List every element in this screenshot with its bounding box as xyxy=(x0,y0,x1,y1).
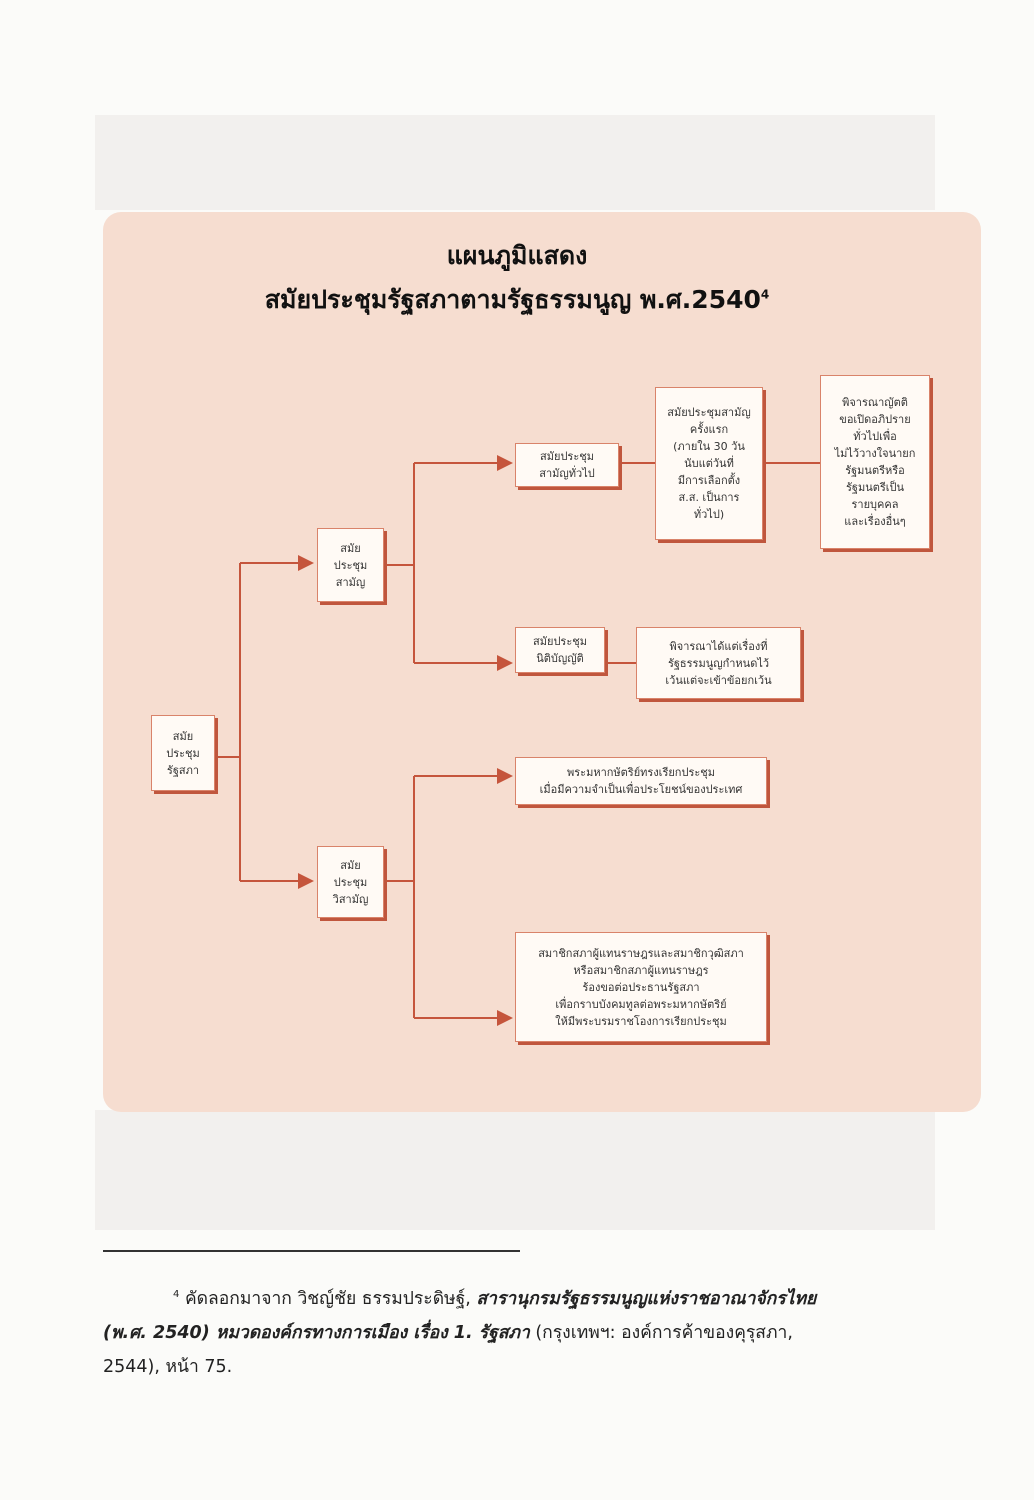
chart-subtitle-text: สมัยประชุมรัฐสภาตามรัฐธรรมนูญ พ.ศ.2540 xyxy=(264,285,761,314)
footnote xyxy=(103,1278,983,1384)
box-first-general-session: สมัยประชุมสามัญ ครั้งแรก (ภายใน 30 วัน นับแต่วันที่ มีการเลือกตั้ง ส.ส. เป็นการ ทั่วไป) xyxy=(655,387,763,540)
box-consider-laws: พิจารณาญัตติ ขอเปิดอภิปราย ทั่วไปเพื่อ ไม่ไว้วางใจนายก รัฐมนตรีหรือ รัฐมนตรีเป็น รายบุคคล และเรื่องอื่นๆ xyxy=(820,375,930,549)
box-legislative-session: สมัยประชุม นิติบัญญัติ xyxy=(515,627,605,673)
box-constitution-matters: พิจารณาได้แต่เรื่องที่ รัฐธรรมนูญกำหนดไว้ เว้นแต่จะเข้าข้อยกเว้น xyxy=(636,627,801,699)
book-title-cont: (พ.ศ. 2540) หมวดองค์กรทางการเมือง เรื่อง 1. รัฐสภา xyxy=(103,1322,530,1343)
box-parliament-session: สมัย ประชุม รัฐสภา xyxy=(151,715,215,791)
footnote-rule xyxy=(103,1250,520,1252)
chart-title: แผนภูมิแสดง xyxy=(446,241,588,270)
box-members-request: สมาชิกสภาผู้แทนราษฎรและสมาชิกวุฒิสภา หรือสมาชิกสภาผู้แทนราษฎร ร้องขอต่อประธานรัฐสภา เพื่อกราบบังคมทูลต่อพระมหากษัตริย์ ให้มีพระบรมราชโองการเรียกประชุม xyxy=(515,932,767,1042)
year-page: 2544), หน้า 75. xyxy=(103,1356,233,1377)
box-ordinary-session: สมัย ประชุม สามัญ xyxy=(317,528,384,602)
footnote-mark: 4 xyxy=(760,287,770,302)
box-general-ordinary: สมัยประชุม สามัญทั่วไป xyxy=(515,443,619,487)
footnote-number: 4 xyxy=(173,1289,180,1300)
footnote-prefix: คัดลอกมาจาก วิชญ์ชัย ธรรมประดิษฐ์, xyxy=(184,1288,477,1309)
box-extraordinary-session: สมัย ประชุม วิสามัญ xyxy=(317,846,384,918)
publisher: (กรุงเทพฯ: องค์การค้าของคุรุสภา, xyxy=(529,1322,793,1343)
book-title: สารานุกรมรัฐธรรมนูญแห่งราชอาณาจักรไทย xyxy=(476,1288,817,1309)
box-king-summons: พระมหากษัตริย์ทรงเรียกประชุม เมื่อมีความจำเป็นเพื่อประโยชน์ของประเทศ xyxy=(515,757,767,805)
